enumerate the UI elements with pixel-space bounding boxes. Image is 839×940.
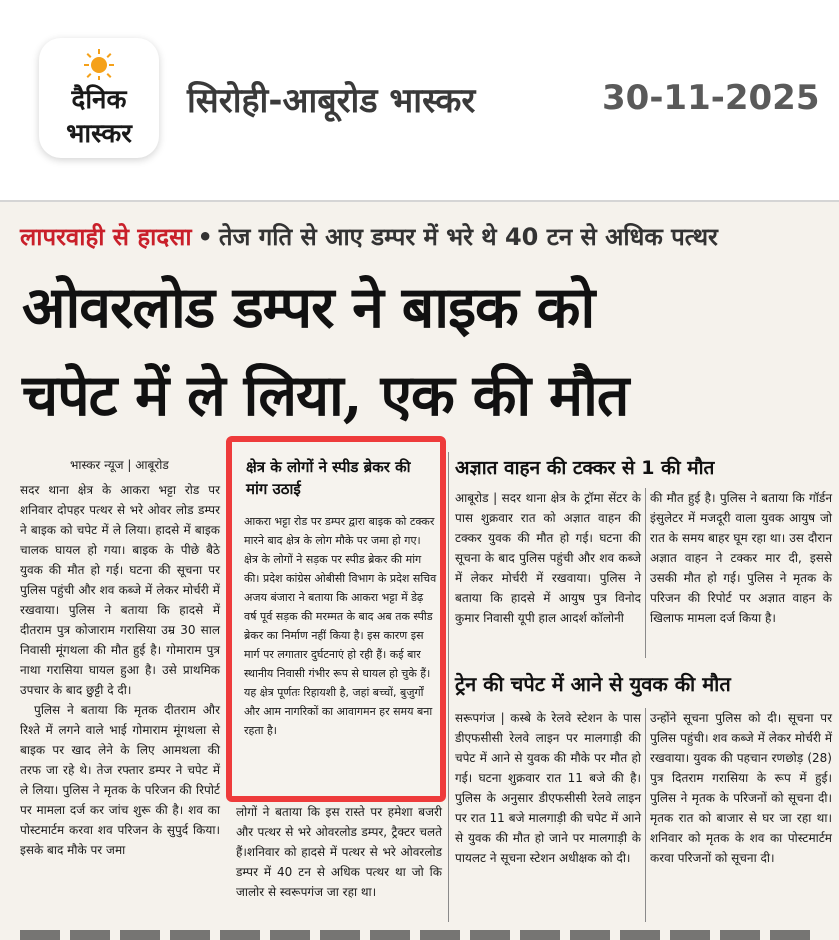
article-column-1	[20, 480, 220, 860]
edition-date: 30-11-2025	[602, 78, 820, 118]
article-kicker	[20, 220, 718, 253]
kicker-bullet: •	[197, 223, 213, 251]
box-body: आकरा भट्टा रोड पर डम्पर द्वारा बाइक को टक्कर मारने बाद क्षेत्र के लोग मौके पर जमा हो गए। क्षेत्र के लोगों ने सड़क पर स्पीड ब्रेकर की मांग की। प्रदेश कांग्रेस ओबीसी विभाग के प्रदेश सचिव अजय बंजारा ने बताया कि आकरा भट्टा में डेढ़ वर्ष पूर्व सड़क की मरम्मत के बाद अब तक स्पीड ब्रेकर का निर्माण नहीं किया है। इस कारण इस मार्ग पर लगातार दुर्घटनाएं हो रही हैं। कई बार स्थानीय निवासी गंभीर रूप से घायल हो चुके हैं। यह क्षेत्र पूर्णतः रिहायशी है, जहां बच्चों, बुजुर्गों और आम नागरिकों का आवागमन हर समय बना रहता है।	[244, 515, 437, 737]
story2-headline: अज्ञात वाहन की टक्कर से 1 की मौत	[455, 457, 715, 479]
column-divider	[645, 708, 646, 922]
column-divider	[645, 488, 646, 658]
kicker-label: लापरवाही से हादसा	[20, 223, 192, 251]
logo-line2: भास्कर	[66, 119, 132, 149]
article-byline: भास्कर न्यूज | आबूरोड	[70, 458, 169, 472]
highlight-box	[226, 436, 446, 802]
dainik-bhaskar-logo[interactable]	[39, 38, 159, 158]
article-headline-line1: ओवरलोड डम्पर ने बाइक को	[22, 274, 595, 341]
sun-icon	[83, 48, 115, 80]
story3-column-b: उन्होंने सूचना पुलिस को दी। सूचना पर पुलिस पहुंची। शव कब्जे में लेकर मोर्चरी में रखवाया। युवक की पहचान रणछोड़ (28) पुत्र दितराम गरासिया के रूप में हुई। पुलिस ने मृतक के परिजनों को सूचना दी। मृतक रात को बाजार से घर जा रहा था। शनिवार को मृतक के शव का पोस्टमार्टम करवा परिजनों को सूचना दी।	[650, 711, 832, 865]
article-headline-line2: चपेट में ले लिया, एक की मौत	[22, 362, 629, 429]
story2-column-b: की मौत हुई है। पुलिस ने बताया कि गॉर्डन इंसुलेटर में मजदूरी वाला युवक आयुष जो रात के समय बाहर घूम रहा था। उस दौरान अज्ञात वाहन ने टक्कर मार दी, इससे उसकी मौत हो गई। पुलिस ने मृतक के परिजन की रिपोर्ट पर अज्ञात वाहन के खिलाफ मामला दर्ज किया है।	[650, 491, 832, 625]
next-headline-cutoff	[20, 930, 820, 940]
kicker-text: तेज गति से आए डम्पर में भरे थे 40 टन से अधिक पत्थर	[218, 223, 718, 251]
app-header	[0, 0, 839, 202]
logo-line1: दैनिक	[71, 85, 127, 115]
box-headline: क्षेत्र के लोगों ने स्पीड ब्रेकर की मांग उठाई	[246, 458, 411, 498]
newspaper-page[interactable]	[0, 202, 839, 940]
article-paragraph: पुलिस ने बताया कि मृतक दीतराम और रिश्ते में लगने वाले भाई गोमाराम मूंगथला से बाइक पर खाद लेने के लिए आमथला की तरफ जा रहे थे। तेज रफ्तार डम्पर ने चपेट में ले लिया। पुलिस ने मृतक के परिजन की रिपोर्ट पर मामला दर्ज कर जांच शुरू की है। शव का पोस्टमार्टम करवा शव परिजन के सुपुर्द किया। इसके बाद मौके पर जमा	[20, 703, 220, 857]
story3-column-a: सरूपगंज | कस्बे के रेलवे स्टेशन के पास डीएफसीसी रेलवे लाइन पर मालगाड़ी की चपेट में आने से युवक की मौके पर मौत हो गई। घटना शुक्रवार रात 11 बजे की है। पुलिस के अनुसार डीएफसीसी रेलवे लाइन पर रात 11 बजे मालगाड़ी की चपेट में आने से युवक की मौत हो जाने पर मालगाड़ी के पायलट ने सूचना स्टेशन अधीक्षक को दी।	[455, 711, 641, 865]
edition-title: सिरोही-आबूरोड भास्कर	[187, 81, 476, 121]
story2-column-a: आबूरोड | सदर थाना क्षेत्र के ट्रॉमा सेंटर के पास शुक्रवार रात को अज्ञात वाहन की टक्कर युवक की मौत हो गई। घटना की सूचना के बाद पुलिस पहुंची और शव कब्जे में लेकर मोर्चरी में रखवाया। पुलिस ने बताया कि हादसे में आयुष पुत्र विनोद कुमार निवासी यूपी हाल आदर्श कॉलोनी	[455, 491, 641, 625]
story3-headline: ट्रेन की चपेट में आने से युवक की मौत	[455, 672, 731, 696]
article-paragraph: सदर थाना क्षेत्र के आकरा भट्टा रोड पर शनिवार दोपहर पत्थर से भरे ओवर लोड डम्पर ने बाइक को चपेट में ले लिया। हादसे में बाइक चालक घायल हो गया। बाइक के पीछे बैठे युवक की मौत हो गई। घटना की सूचना पर पुलिस पहुंची और शव कब्जे में लेकर मोर्चरी में रखवाया। पुलिस ने बताया कि हादसे में दीतराम पुत्र कोजाराम गरासिया उम्र 30 साल निवासी मूंगथला की मौत हुई है। गोमाराम पुत्र नाथा गरासिया घायल हुआ है। उसे प्राथमिक उपचार के बाद छुट्टी दे दी।	[20, 483, 220, 697]
article-column-2-bottom: लोगों ने बताया कि इस रास्ते पर हमेशा बजरी और पत्थर से भरे ओवरलोड डम्पर, ट्रैक्टर चलते हैं।शनिवार को हादसे में पत्थर से भरे ओवरलोड डम्पर में 40 टन से अधिक पत्थर था जो कि जालोर से स्वरूपगंज जा रहा था।	[236, 805, 442, 899]
column-divider	[448, 452, 449, 922]
